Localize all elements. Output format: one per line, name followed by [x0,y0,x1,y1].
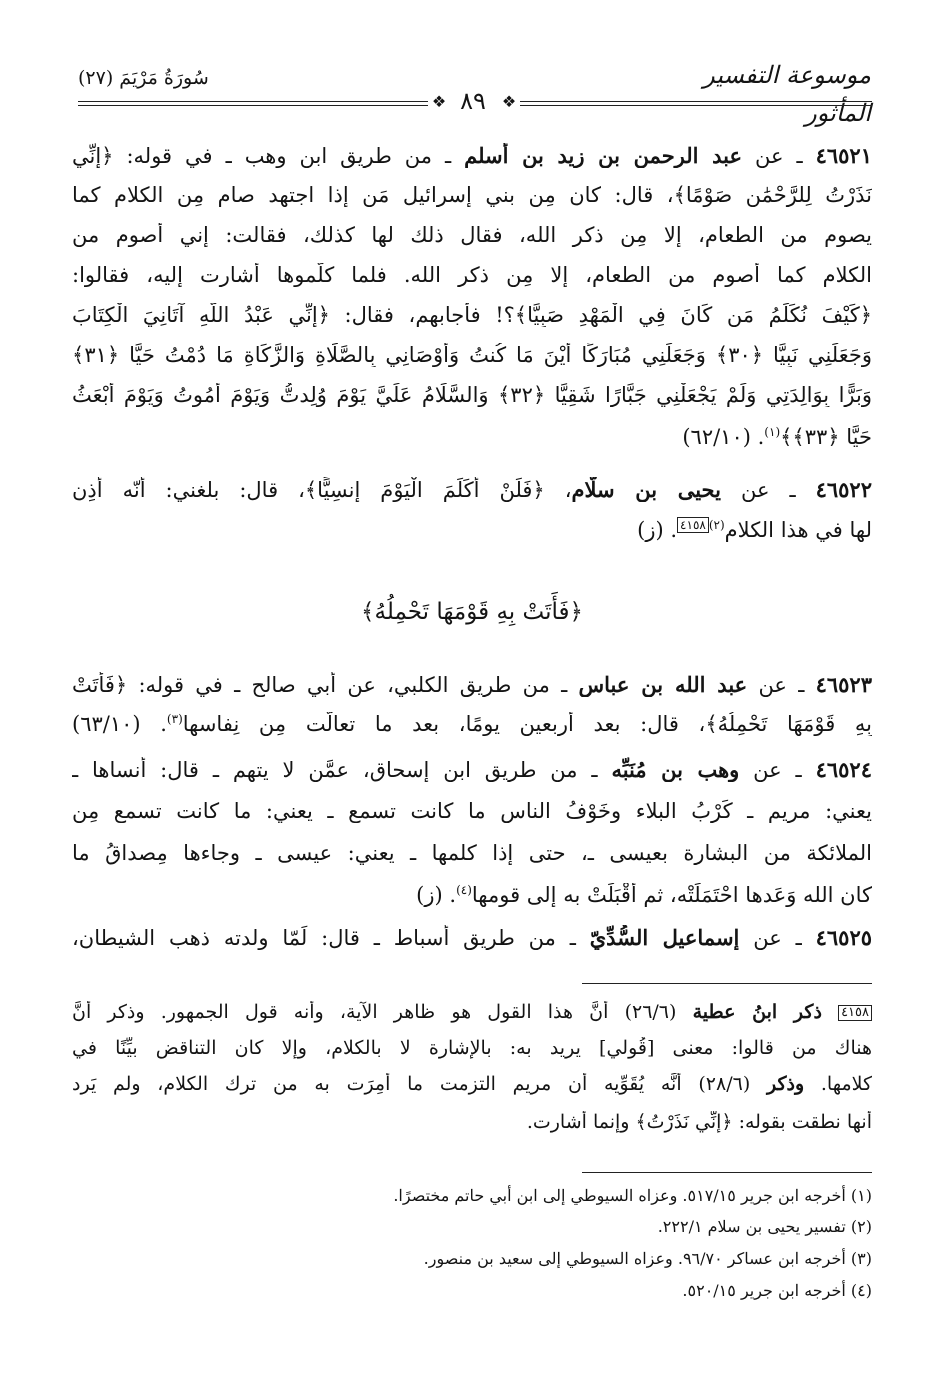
text-line: ٤٦٥٢١ ـ عن عبد الرحمن بن زيد بن أسلم ـ من طريق ابن وهب ـ في قوله: ﴿إِنِّي [72,143,872,168]
footnote: (٢) تفسير يحيى بن سلام ٢٢٢/١. [657,1217,872,1236]
text-line: لها في هذا الكلام$^{(٢)}$٤١٥٨. (ز) [637,518,872,542]
page-number: ٨٩ [460,87,486,115]
commentary-id-box: ٤١٥٨ [838,1005,872,1021]
text-line: نَذَرْتُ لِلرَّحْمَٰنِ صَوْمًا﴾، قال: كان مِن بني إسرائيل مَن إذا اجتهد صام مِن الكلام كما [72,183,872,207]
ornament-left-icon: ❖ [431,92,447,111]
text-line: ٤٦٥٢٢ ـ عن يحيى بن سلّام، ﴿فَلَنْ أُكَلِّمَ الْيَوْمَ إِنسِيًّا﴾، قال: بلغني: أنّه أُذِن [72,477,872,502]
header-rule-left [78,101,428,102]
book-title: موسوعة التفسير المأثور [703,61,871,127]
header-rule-left-2 [78,105,428,106]
commentary-line: كلامها. وذكر (٢٨/٦) أنَّه يُقَوِّيه أن مريم التزمت ما أُمِرَت به من ترك الكلام، ولم يَرِد [72,1073,872,1095]
footnote-separator [582,1172,872,1173]
text-line: ٤٦٥٢٣ ـ عن عبد الله بن عباس ـ من طريق الكلبي، عن أبي صالح ـ في قوله: ﴿فَأَتَتْ [72,672,872,697]
text-line: حَيًّا ﴿٣٣﴾﴾$^{(١)}$. (٦٢/١٠) [682,425,872,449]
footnote: (١) أخرجه ابن جرير ٥١٧/١٥. وعزاه السيوطي إلى ابن أبي حاتم مختصرًا. [393,1186,872,1205]
ornament-right-icon: ❖ [501,92,517,111]
commentary-line: ٤١٥٨ ذكر ابنُ عطية (٢٦/٦) أنَّ هذا القول هو ظاهر الآية، وأنه قول الجمهور. وذكر أنَّ [72,1001,872,1023]
text-line: الكلام كما أصوم من الطعام، إلا مِن ذكر الله. فلما كلّموها أشارت إليه، فقالوا: [72,263,872,287]
footnote-ref: (٤) [456,883,472,897]
text-line: ٤٦٥٢٤ ـ عن وهب بن مُنَبِّه ـ من طريق ابن إسحاق، عمَّن لا يتهم ـ قال: أنساها ـ [72,757,872,782]
footnote: (٣) أخرجه ابن عساكر ٩٦/٧٠. وعزاه السيوطي إلى سعيد بن منصور. [423,1249,872,1268]
text-line: يعني: مريم ـ كَرْبُ البلاء وخَوْفُ الناس ما كانت تسمع ـ يعني: ما كانت تسمع مِن [72,799,872,823]
commentary-line: هناك من قالوا: معنى [قُولي] يريد به: بالإشارة لا بالكلام، وإلا كان التناقض بيِّنًا في [72,1037,872,1059]
text-line: بِهِ قَوْمَهَا تَحْمِلُهُ﴾، قال: بعد أربعين يومًا، بعد ما تعالَّت مِن نِفاسها$^{(٣)}$. (٦٣/١٠) [72,712,872,736]
header-rule-right-2 [520,105,872,106]
text-line: يصوم من الطعام، إلا مِن ذكر الله، فقال ذلك لها كذلك، فقالت: إني أصوم من [72,223,872,247]
text-line: كان الله وَعَدها احْتَمَلَتْه، ثم أَقْبَلَتْ به إلى قومها$^{(٤)}$. (ز) [416,883,872,907]
commentary-line: أنها نطقت بقوله: ﴿إِنِّي نَذَرْتُ﴾ وإنما أشارت. [526,1111,872,1133]
text-line: ﴿كَيْفَ نُكَلِّمُ مَن كَانَ فِي الْمَهْدِ صَبِيًّا﴾؟! فأجابهم، فقال: ﴿إِنِّي عَبْدُ اللَّهِ آتَانِيَ الْكِتَابَ [72,303,872,327]
section-heading: ﴿فَأَتَتْ بِهِ قَوْمَهَا تَحْمِلُهُ﴾ [361,599,583,625]
commentary-ref-box: ٤١٥٨ [677,517,709,533]
footnote-ref: (١) [764,425,781,439]
text-line: الملائكة من البشارة بعيسى ـ، حتى إذا كلمها ـ يعني: عيسى ـ وجاءها مِصداقُ ما [72,841,872,865]
footnote: (٤) أخرجه ابن جرير ٥٢٠/١٥. [682,1281,872,1300]
separator-rule [582,983,872,984]
footnote-ref: (٢) [708,518,725,532]
header-rule-right [520,101,872,102]
surah-label: سُورَةُ مَرْيَمَ (٢٧) [78,67,209,89]
text-line: وَبَرًّا بِوَالِدَتِي وَلَمْ يَجْعَلْنِي جَبَّارًا شَقِيًّا ﴿٣٢﴾ وَالسَّلَامُ عَلَيَّ يَوْمَ وُلِدتُّ وَيَوْمَ أَمُوتُ وَيَوْمَ أُبْعَثُ [72,383,872,407]
text-line: وَجَعَلَنِي نَبِيًّا ﴿٣٠﴾ وَجَعَلَنِي مُبَارَكًا أَيْنَ مَا كُنتُ وَأَوْصَانِي بِالصَّلَاةِ وَالزَّكَاةِ مَا دُمْتُ حَيًّا ﴿٣١﴾ [72,343,872,367]
footnote-ref: (٣) [166,712,183,726]
text-line: ٤٦٥٢٥ ـ عن إسماعيل السُّدِّيّ ـ من طريق أسباط ـ قال: لَمّا ولدته ذهب الشيطان، [72,925,872,950]
